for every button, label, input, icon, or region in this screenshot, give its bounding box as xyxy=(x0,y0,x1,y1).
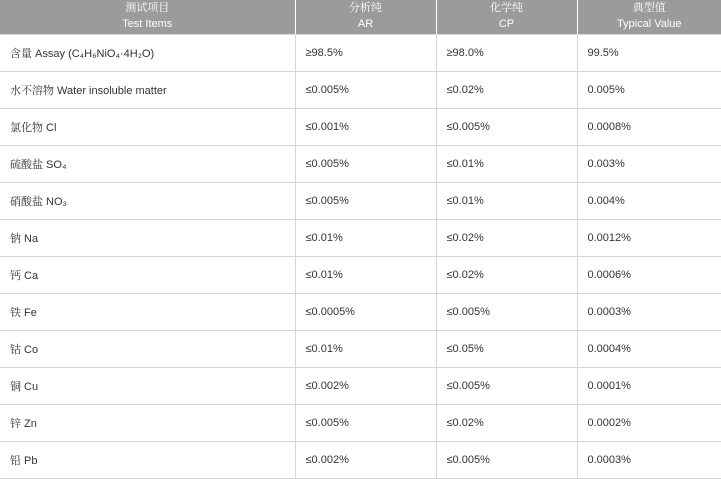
column-header-en: Typical Value xyxy=(616,18,682,30)
table-header-row xyxy=(0,0,721,35)
cell-typical: 0.005% xyxy=(577,72,721,109)
cell-ar: ≤0.01% xyxy=(295,257,436,294)
cell-cp: ≤0.005% xyxy=(436,109,577,146)
cell-test-item: 铅 Pb xyxy=(0,442,295,479)
table-row xyxy=(0,405,721,442)
column-header-test-items xyxy=(0,0,295,35)
column-header-typical-value xyxy=(577,0,721,35)
cell-typical: 0.0002% xyxy=(577,405,721,442)
cell-cp: ≤0.005% xyxy=(436,368,577,405)
cell-test-item: 铁 Fe xyxy=(0,294,295,331)
table-row xyxy=(0,146,721,183)
column-header-en: CP xyxy=(498,18,515,30)
cell-ar: ≤0.005% xyxy=(295,72,436,109)
cell-typical: 0.0001% xyxy=(577,368,721,405)
column-header-ar xyxy=(295,0,436,35)
table-row xyxy=(0,294,721,331)
cell-cp: ≤0.005% xyxy=(436,294,577,331)
cell-ar: ≤0.002% xyxy=(295,368,436,405)
cell-cp: ≤0.02% xyxy=(436,220,577,257)
column-header-en: Test Items xyxy=(122,18,173,30)
table-row xyxy=(0,183,721,220)
cell-ar: ≤0.002% xyxy=(295,442,436,479)
column-header-cn: 分析纯 xyxy=(349,2,382,15)
cell-typical: 0.0012% xyxy=(577,220,721,257)
cell-ar: ≤0.005% xyxy=(295,146,436,183)
column-header-cn: 测试项目 xyxy=(125,2,170,15)
cell-ar: ≤0.005% xyxy=(295,405,436,442)
cell-test-item: 硝酸盐 NO₃ xyxy=(0,183,295,220)
cell-typical: 0.0008% xyxy=(577,109,721,146)
cell-test-item: 钙 Ca xyxy=(0,257,295,294)
cell-cp: ≤0.02% xyxy=(436,257,577,294)
table-row xyxy=(0,35,721,72)
table-row xyxy=(0,72,721,109)
cell-ar: ≤0.01% xyxy=(295,220,436,257)
cell-ar: ≤0.001% xyxy=(295,109,436,146)
cell-cp: ≤0.01% xyxy=(436,183,577,220)
cell-typical: 0.003% xyxy=(577,146,721,183)
table-row xyxy=(0,368,721,405)
cell-cp: ≤0.02% xyxy=(436,72,577,109)
cell-ar: ≤0.005% xyxy=(295,183,436,220)
cell-test-item: 含量 Assay (C₄H₆NiO₄·4H₂O) xyxy=(0,35,295,72)
table-row xyxy=(0,331,721,368)
cell-test-item: 钴 Co xyxy=(0,331,295,368)
table-row xyxy=(0,109,721,146)
cell-cp: ≤0.02% xyxy=(436,405,577,442)
table-header xyxy=(0,0,721,35)
cell-ar: ≥98.5% xyxy=(295,35,436,72)
cell-ar: ≤0.0005% xyxy=(295,294,436,331)
table-row xyxy=(0,257,721,294)
table-row xyxy=(0,442,721,479)
cell-typical: 0.0003% xyxy=(577,294,721,331)
column-header-cn: 化学纯 xyxy=(490,2,523,15)
column-header-en: AR xyxy=(357,18,374,30)
cell-typical: 0.0006% xyxy=(577,257,721,294)
cell-test-item: 氯化物 Cl xyxy=(0,109,295,146)
cell-test-item: 水不溶物 Water insoluble matter xyxy=(0,72,295,109)
cell-test-item: 硫酸盐 SO₄ xyxy=(0,146,295,183)
table-body xyxy=(0,35,721,479)
cell-test-item: 铜 Cu xyxy=(0,368,295,405)
column-header-cn: 典型值 xyxy=(632,2,666,15)
column-header-cp xyxy=(436,0,577,35)
cell-typical: 0.0004% xyxy=(577,331,721,368)
cell-ar: ≤0.01% xyxy=(295,331,436,368)
cell-cp: ≤0.005% xyxy=(436,442,577,479)
cell-typical: 0.004% xyxy=(577,183,721,220)
cell-test-item: 钠 Na xyxy=(0,220,295,257)
cell-cp: ≤0.01% xyxy=(436,146,577,183)
cell-test-item: 锌 Zn xyxy=(0,405,295,442)
table-row xyxy=(0,220,721,257)
cell-typical: 99.5% xyxy=(577,35,721,72)
cell-typical: 0.0003% xyxy=(577,442,721,479)
cell-cp: ≤0.05% xyxy=(436,331,577,368)
cell-cp: ≥98.0% xyxy=(436,35,577,72)
